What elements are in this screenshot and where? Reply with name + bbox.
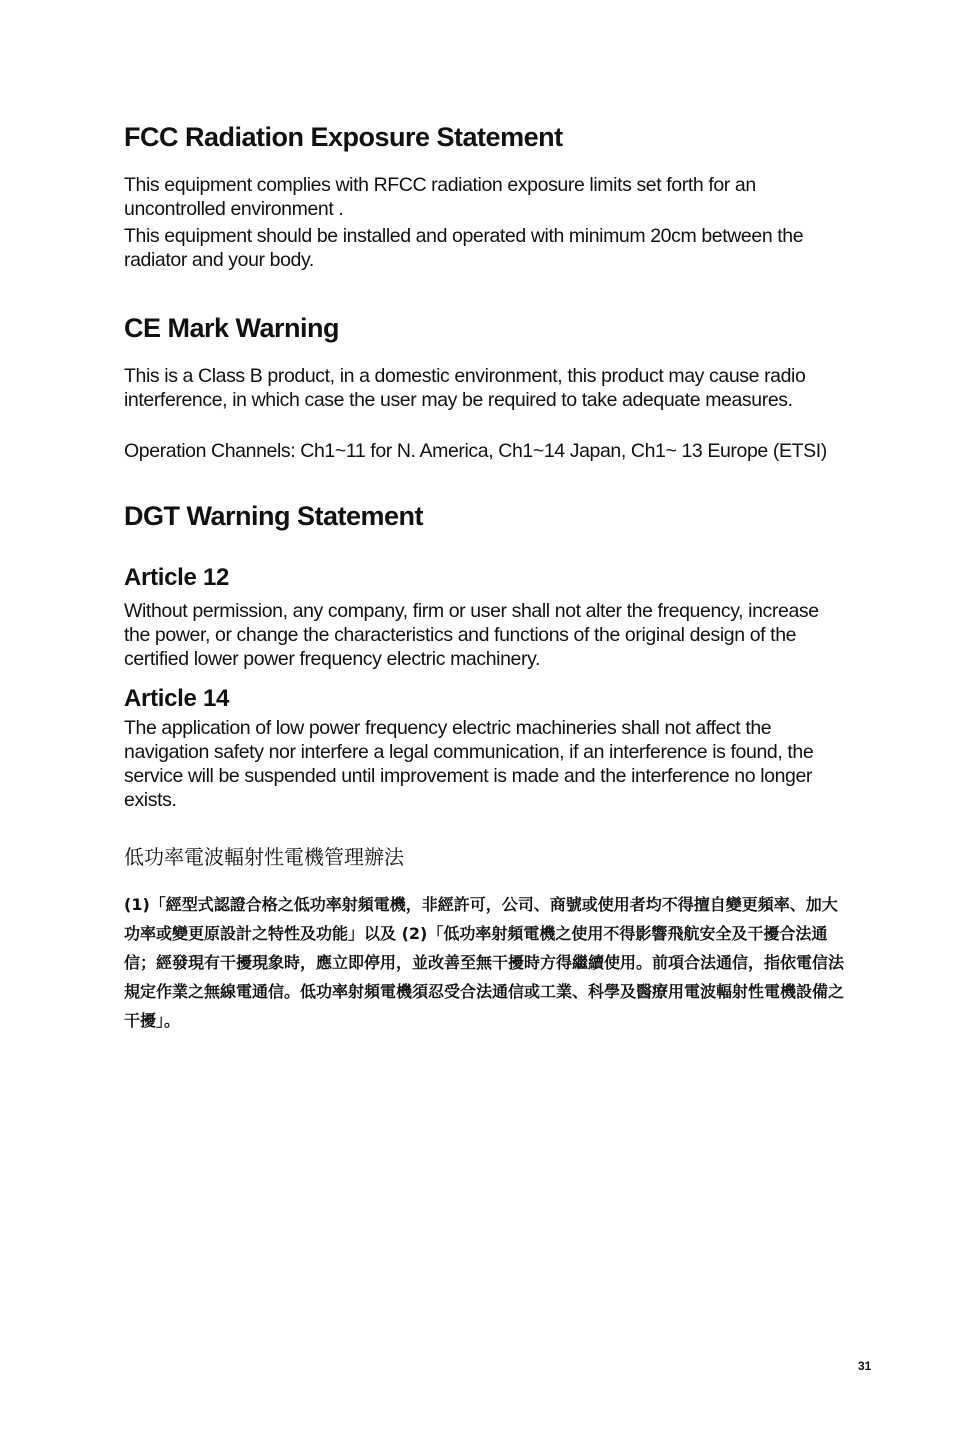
dgt-section-title: DGT Warning Statement bbox=[124, 501, 424, 531]
page-number: 31 bbox=[858, 1359, 872, 1373]
chinese-regulation-title: 低功率電波輻射性電機管理辦法 bbox=[124, 845, 404, 869]
ce-section-title: CE Mark Warning bbox=[124, 313, 340, 343]
article-14-body: The application of low power frequency electric machineries shall not affect the navigation safety nor interfere a legal communication, if an interference is found, the service will be suspended until improvement is made and the interference no longer exists. bbox=[124, 717, 814, 811]
fcc-section-title: FCC Radiation Exposure Statement bbox=[124, 122, 563, 152]
fcc-paragraph-2: This equipment should be installed and operated with minimum 20cm between the radiator and your body. bbox=[124, 225, 804, 271]
fcc-paragraph-1: This equipment complies with RFCC radiation exposure limits set forth for an uncontrolled environment . bbox=[124, 174, 756, 220]
ce-paragraph-2: Operation Channels: Ch1~11 for N. America, Ch1~14 Japan, Ch1~ 13 Europe (ETSI) bbox=[124, 440, 827, 462]
article-14-title: Article 14 bbox=[124, 685, 230, 712]
ce-paragraph-1: This is a Class B product, in a domestic environment, this product may cause radio interference, in which case the user may be required to take adequate measures. bbox=[124, 365, 806, 411]
chinese-regulation-body: (1)「經型式認證合格之低功率射頻電機，非經許可，公司、商號或使用者均不得擅自變更頻率、加大功率或變更原設計之特性及功能」以及 (2)「低功率射頻電機之使用不得影響飛航安全及干擾合法通信；經發現有干擾現象時，應立即停用，並改善至無干擾時方得繼續使用。前項合法通信，指依電信法規定作業之無線電通信。低功率射頻電機須忍受合法通信或工業、科學及醫療用電波輻射性電機設備之干擾」。 bbox=[124, 895, 845, 1030]
article-12-body: Without permission, any company, firm or user shall not alter the frequency, increase the power, or change the characteristics and functions of the original design of the certified lower power frequency electric machinery. bbox=[124, 600, 819, 670]
article-12-title: Article 12 bbox=[124, 564, 230, 591]
